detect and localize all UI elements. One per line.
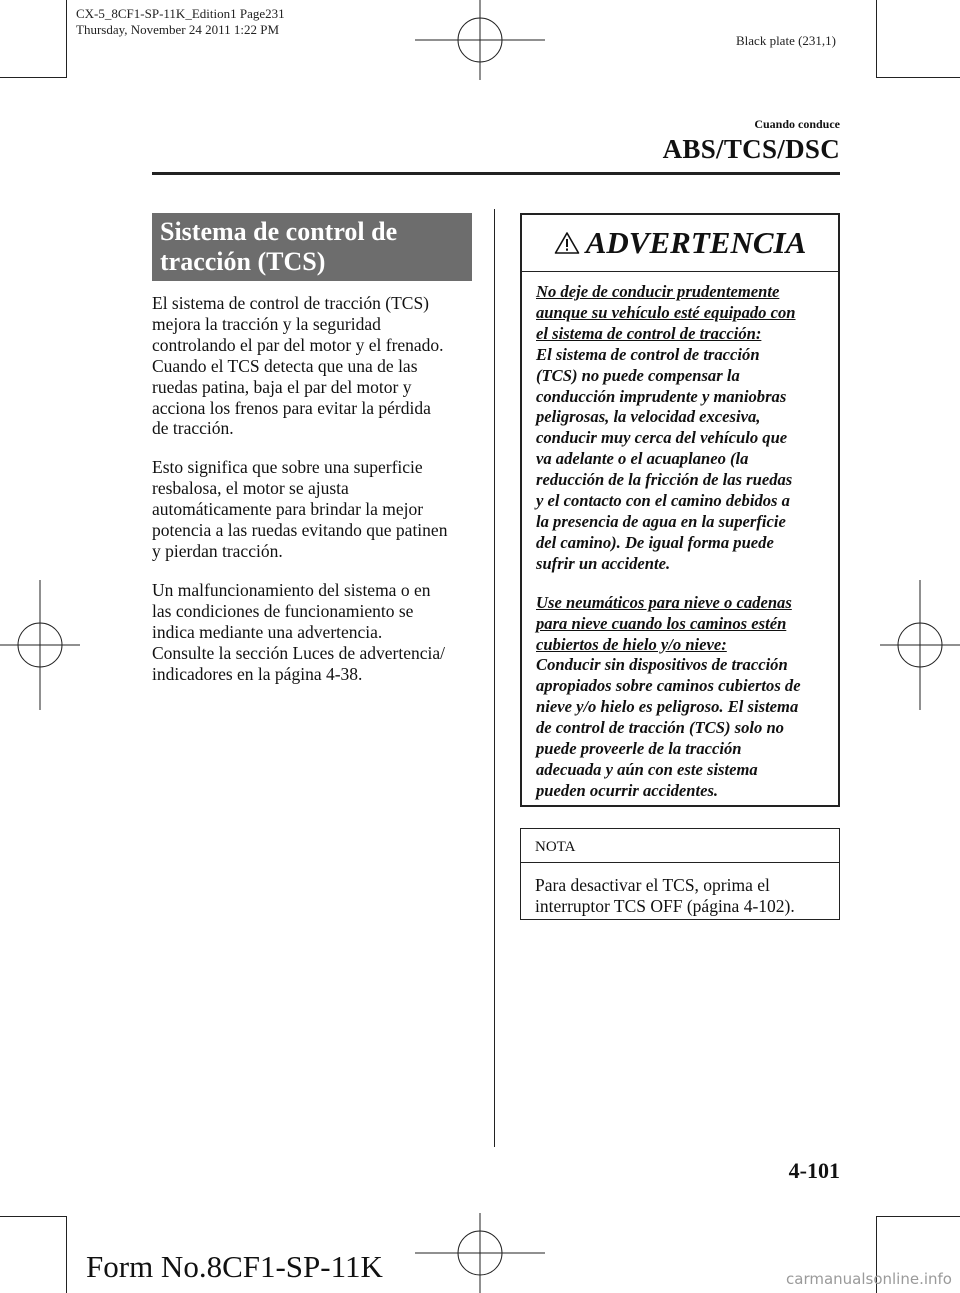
crop-mark [66, 1216, 67, 1293]
warning-rule-line: No deje de conducir prudentemente [536, 282, 780, 301]
warning-body [522, 272, 838, 802]
registration-mark-top [415, 0, 545, 80]
text-line: de tracción. [152, 418, 234, 439]
registration-mark-bottom [415, 1213, 545, 1293]
warning-text-line: de control de tracción (TCS) solo no [536, 718, 784, 738]
warning-paragraph [536, 282, 826, 575]
text-line: indicadores en la página 4-38. [152, 663, 363, 684]
warning-text-line: peligrosas, la velocidad excesiva, [536, 407, 761, 427]
section-title: ABS/TCS/DSC [662, 134, 840, 164]
warning-header [522, 215, 838, 272]
warning-text-line: reducción de la fricción de las ruedas [536, 470, 793, 490]
section-heading-line: tracción (TCS) [160, 247, 326, 276]
note-body [521, 863, 839, 917]
text-line: las condiciones de funcionamiento se [152, 600, 414, 621]
warning-text-line: (TCS) no puede compensar la [536, 365, 740, 385]
warning-title: ADVERTENCIA [585, 225, 807, 260]
text-line: Cuando el TCS detecta que una de las [152, 355, 418, 376]
warning-text-line: la presencia de agua en la superficie [536, 511, 786, 531]
warning-text-line: nieve y/o hielo es peligroso. El sistema [536, 697, 799, 717]
section-heading-line: Sistema de control de [160, 217, 398, 246]
section-label: Cuando conduce [754, 117, 840, 131]
paragraph [152, 580, 482, 685]
warning-text-line: sufrir un accidente. [536, 553, 671, 573]
print-job-date: Thursday, November 24 2011 1:22 PM [76, 22, 280, 37]
warning-rule-line: cubiertos de hielo y/o nieve: [536, 634, 727, 654]
warning-rule-line: el sistema de control de tracción: [536, 323, 762, 343]
text-line: Consulte la sección Luces de advertencia/ [152, 642, 446, 663]
crop-mark [876, 0, 877, 77]
text-line: controlando el par del motor y el frenado. [152, 334, 444, 355]
note-box [520, 828, 840, 920]
text-line: indica mediante una advertencia. [152, 621, 383, 642]
crop-mark [876, 1216, 960, 1217]
crop-mark [0, 77, 67, 78]
text-line: Un malfuncionamiento del sistema o en [152, 579, 431, 600]
text-line: mejora la tracción y la seguridad [152, 313, 381, 334]
note-title: NOTA [521, 829, 839, 863]
warning-text-line: El sistema de control de tracción [536, 344, 760, 364]
text-line: potencia a las ruedas evitando que patinen [152, 520, 448, 541]
header-rule [152, 172, 840, 175]
text-line: El sistema de control de tracción (TCS) [152, 293, 430, 313]
warning-rule-line: Use neumáticos para nieve o cadenas [536, 592, 792, 612]
text-line: acciona los frenos para evitar la pérdida [152, 397, 431, 418]
warning-text-line: Conducir sin dispositivos de tracción [536, 655, 788, 675]
warning-text-line: conducir muy cerca del vehículo que [536, 428, 788, 448]
warning-triangle-icon [554, 231, 580, 255]
crop-mark [66, 0, 67, 77]
text-line: ruedas patina, baja el par del motor y [152, 376, 412, 397]
body-text [152, 293, 482, 702]
warning-text-line: va adelante o el acuaplaneo (la [536, 449, 749, 469]
warning-text-line: pueden ocurrir accidentes. [536, 780, 719, 800]
warning-text-line: apropiados sobre caminos cubiertos de [536, 676, 801, 696]
note-text-line: interruptor TCS OFF (página 4-102). [535, 896, 795, 916]
warning-paragraph [536, 593, 826, 802]
warning-rule-line: para nieve cuando los caminos estén [536, 613, 787, 633]
column-divider [494, 209, 495, 1147]
watermark-text: carmanualsonline.info [786, 1270, 952, 1288]
text-line: resbalosa, el motor se ajusta [152, 478, 349, 499]
page-number: 4-101 [788, 1158, 840, 1183]
print-job-info [76, 6, 285, 38]
crop-mark [876, 77, 960, 78]
text-line: Esto significa que sobre una superficie [152, 457, 423, 478]
warning-box [520, 213, 840, 807]
paragraph [152, 457, 482, 562]
warning-text-line: y el contacto con el camino debidos a [536, 491, 790, 511]
warning-text-line: puede proveerle de la tracción [536, 739, 742, 759]
warning-text-line: del camino). De igual forma puede [536, 532, 774, 552]
warning-rule-line: aunque su vehículo esté equipado con [536, 302, 796, 322]
section-heading [152, 213, 472, 281]
text-line: automáticamente para brindar la mejor [152, 499, 424, 520]
warning-text-line: conducción imprudente y maniobras [536, 386, 787, 406]
warning-text-line: adecuada y aún con este sistema [536, 759, 758, 779]
paragraph [152, 293, 482, 439]
form-number: Form No.8CF1-SP-11K [86, 1249, 383, 1284]
text-line: y pierdan tracción. [152, 540, 283, 561]
crop-mark [0, 1216, 67, 1217]
print-job-name: CX-5_8CF1-SP-11K_Edition1 Page231 [76, 6, 285, 21]
registration-mark-left [0, 580, 80, 710]
registration-mark-right [880, 580, 960, 710]
note-text-line: Para desactivar el TCS, oprima el [535, 875, 770, 895]
plate-info: Black plate (231,1) [736, 33, 836, 48]
